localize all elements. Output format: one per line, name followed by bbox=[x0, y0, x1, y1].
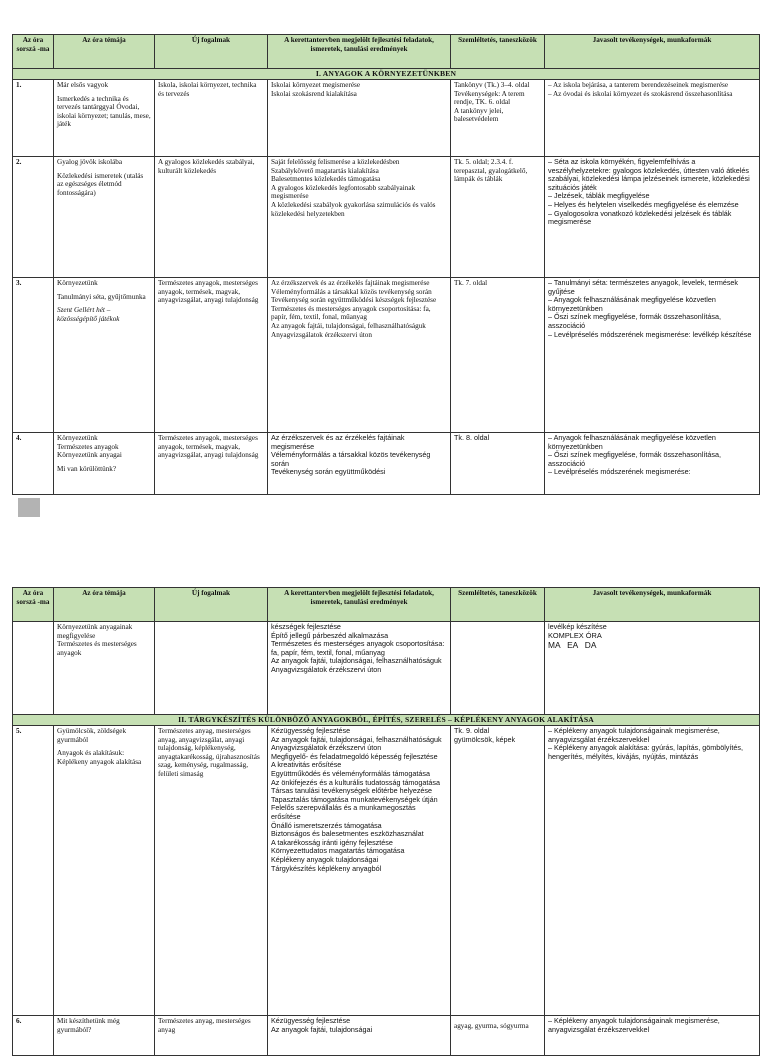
development-goals: Az érzékszervek és az érzékelés fajtáinak megismerése Véleményformálás a társakkal közös tevékenység során Tevékenység során együttműködési bbox=[268, 433, 451, 495]
table-row bbox=[13, 157, 760, 278]
lesson-number: 5. bbox=[13, 726, 54, 1016]
table-row bbox=[13, 80, 760, 157]
section-row bbox=[13, 69, 760, 80]
development-goals: Az érzékszervek és az érzékelés fajtáinak megismerése Véleményformálás a társakkal közös tevékenység során Tevékenység során együttműködési készségek fejlesztése Természetes és mesterséges anyagok csoportosítása: fa, papír, fém, textil, fonal, műanyag Az anyagok fajtái, tulajdonságai, felhasználhatóságuk Anyagvizsgálatok érzékszervi úton bbox=[268, 278, 451, 433]
table-header-row bbox=[13, 588, 760, 622]
table-row bbox=[13, 278, 760, 433]
new-concepts: A gyalogos közlekedés szabályai, kulturált közlekedés bbox=[155, 157, 268, 278]
new-concepts bbox=[155, 622, 268, 715]
lesson-topic: Környezetünk Tanulmányi séta, gyűjtőmunka Szent Gellért hét – közösségépítő játékok bbox=[54, 278, 155, 433]
header-lesson-number: Az óra sorszá -ma bbox=[13, 588, 54, 622]
development-goals: Kézügyesség fejlesztése Az anyagok fajtái, tulajdonságai, felhasználhatóságuk Anyagvizsgálatok érzékszervi úton Megfigyelő- és feladatmegoldó képesség fejlesztése A kreativitás erősítése Együttműködés és véleményformálás támogatása Az önkifejezés és a kulturális tudatosság támogatása Társas tanulási tevékenységek előtérbe helyezése Tapasztalás támogatása munkatevékenységek útján Felelős szerepvállalás és a munkamegosztás erősítése Önálló ismeretszerzés támogatása Biztonságos és balesetmentes eszközhasználat A takarékosság iránti igény fejlesztése Környezettudatos magatartás támogatása Képlékeny anyagok tulajdonságai Tárgykészítés képlékeny anyagból bbox=[268, 726, 451, 1016]
header-teaching-aids: Szemléltetés, taneszközök bbox=[451, 588, 545, 622]
development-goals: Iskolai környezet megismerése Iskolai szokásrend kialakítása bbox=[268, 80, 451, 157]
lesson-number: 1. bbox=[13, 80, 54, 157]
header-lesson-topic: Az óra témája bbox=[54, 35, 155, 69]
suggested-activities: – Az iskola bejárása, a tanterem berendezéseinek megismerése – Az óvodai és iskolai környezet és szokásrend összehasonlítása bbox=[545, 80, 760, 157]
header-new-concepts: Új fogalmak bbox=[155, 35, 268, 69]
section-title: II. TÁRGYKÉSZÍTÉS KÜLÖNBÖZŐ ANYAGOKBÓL, ÉPÍTÉS, SZERELÉS – KÉPLÉKENY ANYAGOK ALAKÍTÁSA bbox=[13, 715, 760, 726]
header-new-concepts: Új fogalmak bbox=[155, 588, 268, 622]
development-goals: Saját felelősség felismerése a közlekedésben Szabálykövető magatartás kialakítása Balesetmentes közlekedés támogatása A gyalogos közlekedés legfontosabb szabályainak megismerése A közlekedési szabályok gyakorlása szimulációs és valós közlekedési helyzetekben bbox=[268, 157, 451, 278]
header-suggested-activities: Javasolt tevékenységek, munkaformák bbox=[545, 35, 760, 69]
lesson-plan-table-page-1 bbox=[12, 34, 760, 495]
table-row bbox=[13, 622, 760, 715]
teaching-aids: Tk. 8. oldal bbox=[451, 433, 545, 495]
table-row bbox=[13, 726, 760, 1016]
teaching-aids: agyag, gyurma, sógyurma bbox=[451, 1016, 545, 1056]
table-row bbox=[13, 1016, 760, 1056]
suggested-activities: – Képlékeny anyagok tulajdonságainak megismerése, anyagvizsgálat érzékszervekkel bbox=[545, 1016, 760, 1056]
header-teaching-aids: Szemléltetés, taneszközök bbox=[451, 35, 545, 69]
suggested-activities: – Tanulmányi séta: természetes anyagok, levelek, termések gyűjtése – Anyagok felhasználásának megfigyelése közvetlen környezetünkben – Őszi színek megfigyelése, formák összehasonlítása, asszociáció – Levélpréselés módszerének megismerése: levélkép készítése bbox=[545, 278, 760, 433]
section-row bbox=[13, 715, 760, 726]
lesson-number: 6. bbox=[13, 1016, 54, 1056]
development-goals: készségek fejlesztése Építő jellegű párbeszéd alkalmazása Természetes és mesterséges anyagok csoportosítása: fa, papír, fém, textil, fonal, műanyag Az anyagok fajtái, tulajdonságai, felhasználhatóságuk Anyagvizsgálatok érzékszervi úton bbox=[268, 622, 451, 715]
header-development-goals: A kerettantervben megjelölt fejlesztési feladatok, ismeretek, tanulási eredmények bbox=[268, 35, 451, 69]
table-row bbox=[13, 433, 760, 495]
header-lesson-number: Az óra sorszá -ma bbox=[13, 35, 54, 69]
teaching-aids: Tk. 7. oldal bbox=[451, 278, 545, 433]
table-header-row bbox=[13, 35, 760, 69]
lesson-topic: Gyümölcsök, zöldségek gyurmából Anyagok és alakításuk: Képlékeny anyagok alakítása bbox=[54, 726, 155, 1016]
section-title: I. ANYAGOK A KÖRNYEZETÜNKBEN bbox=[13, 69, 760, 80]
suggested-activities: – Anyagok felhasználásának megfigyelése közvetlen környezetünkben – Őszi színek megfigyelése, formák összehasonlítása, asszociáció – Levélpréselés módszerének megismerése: bbox=[545, 433, 760, 495]
lesson-topic: Környezetünk anyagainak megfigyelése Természetes és mesterséges anyagok bbox=[54, 622, 155, 715]
new-concepts: Iskola, iskolai környezet, technika és tervezés bbox=[155, 80, 268, 157]
teaching-aids: Tankönyv (Tk.) 3–4. oldal Tevékenységek: A terem rendje, TK. 6. oldal A tankönyv jelei, balesetvédelem bbox=[451, 80, 545, 157]
suggested-activities: – Séta az iskola környékén, figyelemfelhívás a veszélyhelyzetekre: gyalogos közlekedés, úttesten való átkelés szabályai, közlekedési lámpa jelzéseinek ismerete, közlekedési szituációs játék – Jelzések, táblák megfigyelése – Helyes és helytelen viselkedés megfigyelése és elemzése – Gyalogosokra vonatkozó közlekedési jelzések és táblák megismerése bbox=[545, 157, 760, 278]
new-concepts: Természetes anyag, mesterséges anyag, anyagvizsgálat, anyagi tulajdonság, képlékenység, anyagtakarékosság, újrahasznosítás szag, keménység, rugalmasság, felületi simaság bbox=[155, 726, 268, 1016]
lesson-topic: Környezetünk Természetes anyagok Környezetünk anyagai Mi van körülöttünk? bbox=[54, 433, 155, 495]
lesson-number: 4. bbox=[13, 433, 54, 495]
header-development-goals: A kerettantervben megjelölt fejlesztési feladatok, ismeretek, tanulási eredmények bbox=[268, 588, 451, 622]
new-concepts: Természetes anyagok, mesterséges anyagok, termések, magvak, anyagvizsgálat, anyagi tulajdonság bbox=[155, 433, 268, 495]
new-concepts: Természetes anyagok, mesterséges anyagok, termések, magvak, anyagvizsgálat, anyagi tulajdonság bbox=[155, 278, 268, 433]
teaching-aids bbox=[451, 622, 545, 715]
teaching-aids: Tk. 9. oldal gyümölcsök, képek bbox=[451, 726, 545, 1016]
lesson-topic: Mit készíthetünk még gyurmából? bbox=[54, 1016, 155, 1056]
lesson-topic: Gyalog jövök iskolába Közlekedési ismeretek (utalás az egészséges életmód fontosságára) bbox=[54, 157, 155, 278]
lesson-plan-table-page-2 bbox=[12, 587, 760, 1056]
new-concepts: Természetes anyag, mesterséges anyag bbox=[155, 1016, 268, 1056]
suggested-activities: – Képlékeny anyagok tulajdonságainak megismerése, anyagvizsgálat érzékszervekkel – Képlékeny anyagok alakítása: gyúrás, lapítás, gömbölyítés, hengerítés, mélyítés, kivájás, nyújtás, mintázás bbox=[545, 726, 760, 1016]
lesson-number: 3. bbox=[13, 278, 54, 433]
lesson-number: 2. bbox=[13, 157, 54, 278]
header-lesson-topic: Az óra témája bbox=[54, 588, 155, 622]
teaching-aids: Tk. 5. oldal; 2.3.4. f. terepasztal, gyalogátkelő, lámpák és táblák bbox=[451, 157, 545, 278]
lesson-number bbox=[13, 622, 54, 715]
suggested-activities: levélkép készítése KOMPLEX ÓRA MA EA DA bbox=[545, 622, 760, 715]
header-suggested-activities: Javasolt tevékenységek, munkaformák bbox=[545, 588, 760, 622]
page-break-marker bbox=[18, 498, 40, 517]
lesson-topic: Már elsős vagyok Ismerkedés a technika és tervezés tantárggyal Óvodai, iskolai környezet; tanulás, mese, játék bbox=[54, 80, 155, 157]
development-goals: Kézügyesség fejlesztése Az anyagok fajtái, tulajdonságai bbox=[268, 1016, 451, 1056]
